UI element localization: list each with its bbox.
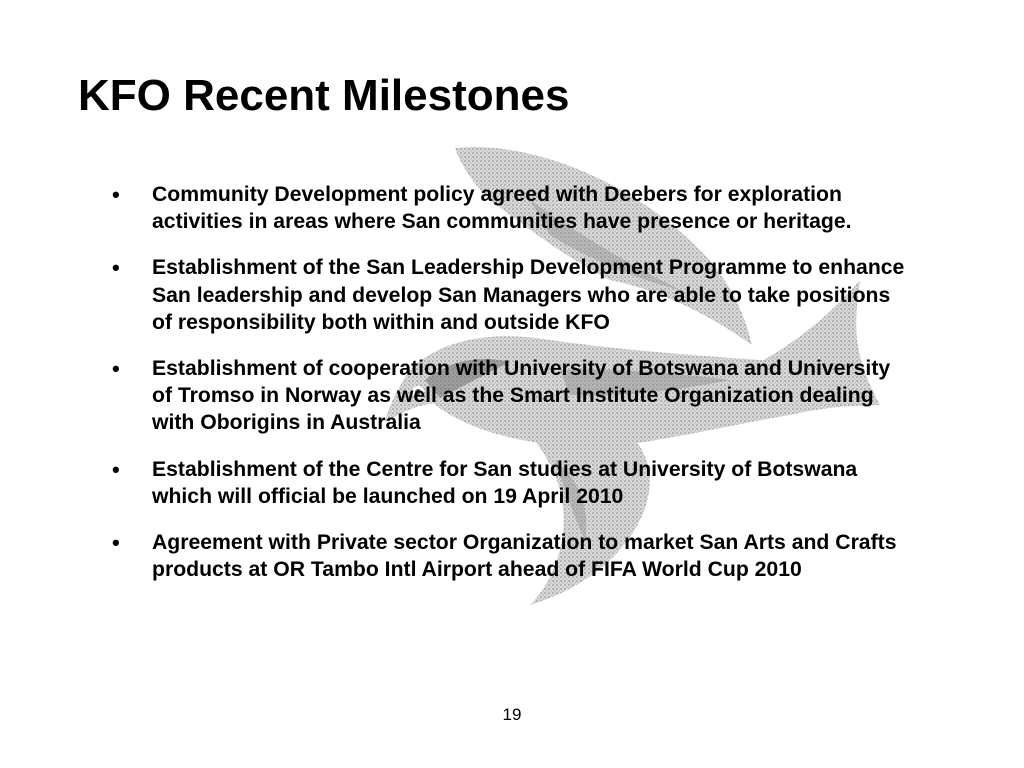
bullet-text: Establishment of the San Leadership Development Programme to enhance San leadership and develop San Managers who are able to take positions of responsibility both within and outside KFO xyxy=(152,256,905,334)
bullet-icon: • xyxy=(112,530,120,556)
bullet-icon: • xyxy=(112,255,120,281)
list-item xyxy=(112,181,912,235)
bullet-text: Community Development policy agreed with Deebers for exploration activities in areas where San communities have presence or heritage. xyxy=(152,183,852,234)
list-item xyxy=(112,529,912,583)
list-item xyxy=(112,254,912,336)
bullet-text: Agreement with Private sector Organization to market San Arts and Crafts products at OR Tambo Intl Airport ahead of FIFA World Cup 2010 xyxy=(152,531,897,582)
slide-title: KFO Recent Milestones xyxy=(78,71,570,120)
milestone-list xyxy=(112,181,912,602)
list-item xyxy=(112,456,912,510)
list-item xyxy=(112,355,912,437)
bullet-icon: • xyxy=(112,182,120,207)
bullet-icon: • xyxy=(112,456,120,482)
bullet-icon: • xyxy=(112,356,120,382)
page-number: 19 xyxy=(502,705,522,724)
bullet-text: Establishment of the Centre for San studies at University of Botswana which will official be launched on 19 April 2010 xyxy=(152,457,858,508)
bullet-text: Establishment of cooperation with University of Botswana and University of Tromso in Norway as well as the Smart Institute Organization dealing with Oborigins in Australia xyxy=(152,357,891,435)
